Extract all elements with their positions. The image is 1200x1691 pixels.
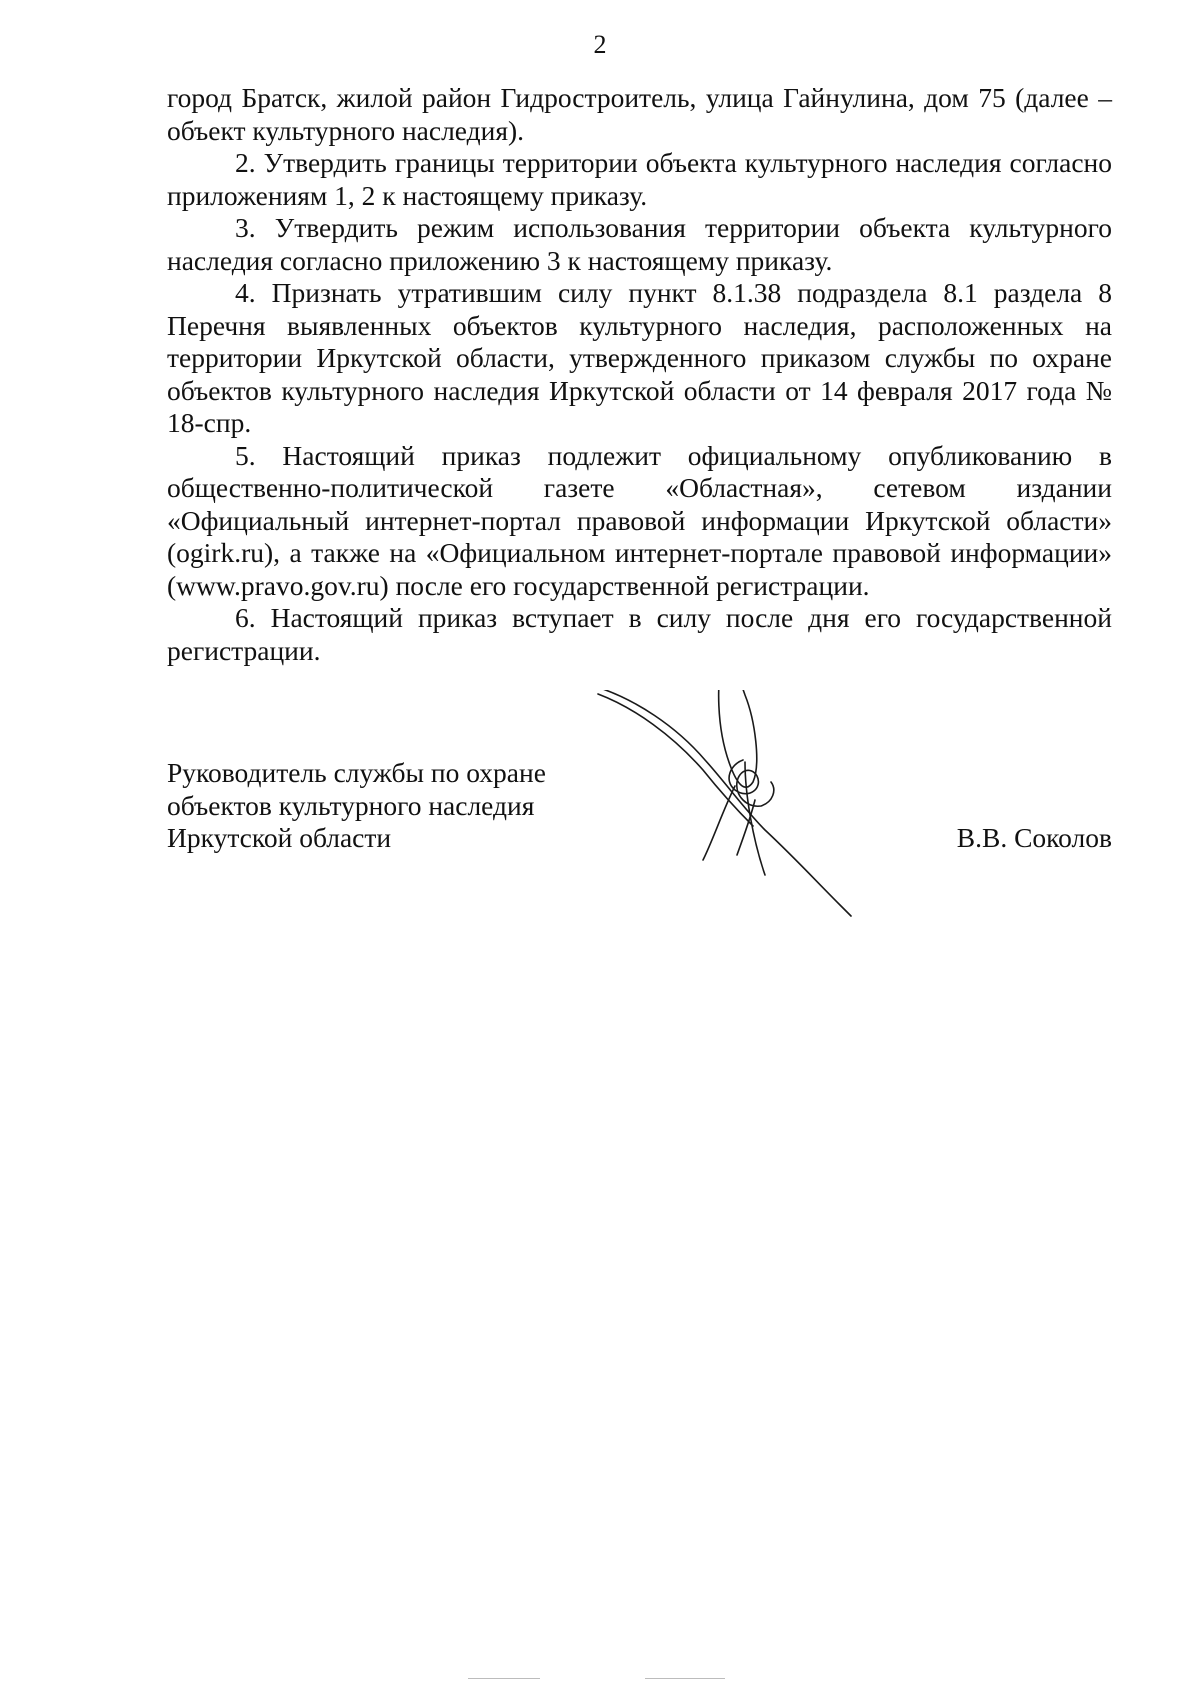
page-number: 2 [593,30,607,59]
signatory-position-line: Иркутской области [167,822,392,853]
paragraph-item-4: 4. Признать утратившим силу пункт 8.1.38 подраздела 8.1 раздела 8 Перечня выявленных объектов культурного наследия, расположенных на территории Иркутской области, утвержденного приказом службы по охране объектов культурного наследия Иркутской области от 14 февраля 2017 года № 18-спр. [167,277,1112,438]
paragraph-item-2: 2. Утвердить границы территории объекта культурного наследия согласно приложениям 1, 2 к настоящему приказу. [167,147,1112,211]
signatory-position [167,757,597,855]
handwritten-signature [595,690,875,940]
document-body [167,82,1112,667]
scan-artifact-line [468,1678,540,1679]
signatory-position-line: объектов культурного наследия [167,789,535,821]
paragraph-address-continuation: город Братск, жилой район Гидростроитель, улица Гайнулина, дом 75 (далее – объект культурного наследия). [167,82,1112,146]
paragraph-item-5: 5. Настоящий приказ подлежит официальному опубликованию в общественно-политической газете «Областная», сетевом издании «Официальный интернет-портал правовой информации Иркутской области» (ogirk.ru), а также на «Официальном интернет-портале правовой информации» (www.pravo.gov.ru) после его государственной регистрации. [167,439,1112,601]
paragraph-item-3: 3. Утвердить режим использования территории объекта культурного наследия согласно приложению 3 к настоящему приказу. [167,212,1112,276]
scan-artifact-line [645,1678,725,1679]
signer-name: В.В. Соколов [956,822,1112,853]
paragraph-item-6: 6. Настоящий приказ вступает в силу после дня его государственной регистрации. [167,602,1112,666]
signatory-position-line: Руководитель службы по охране [167,757,546,788]
